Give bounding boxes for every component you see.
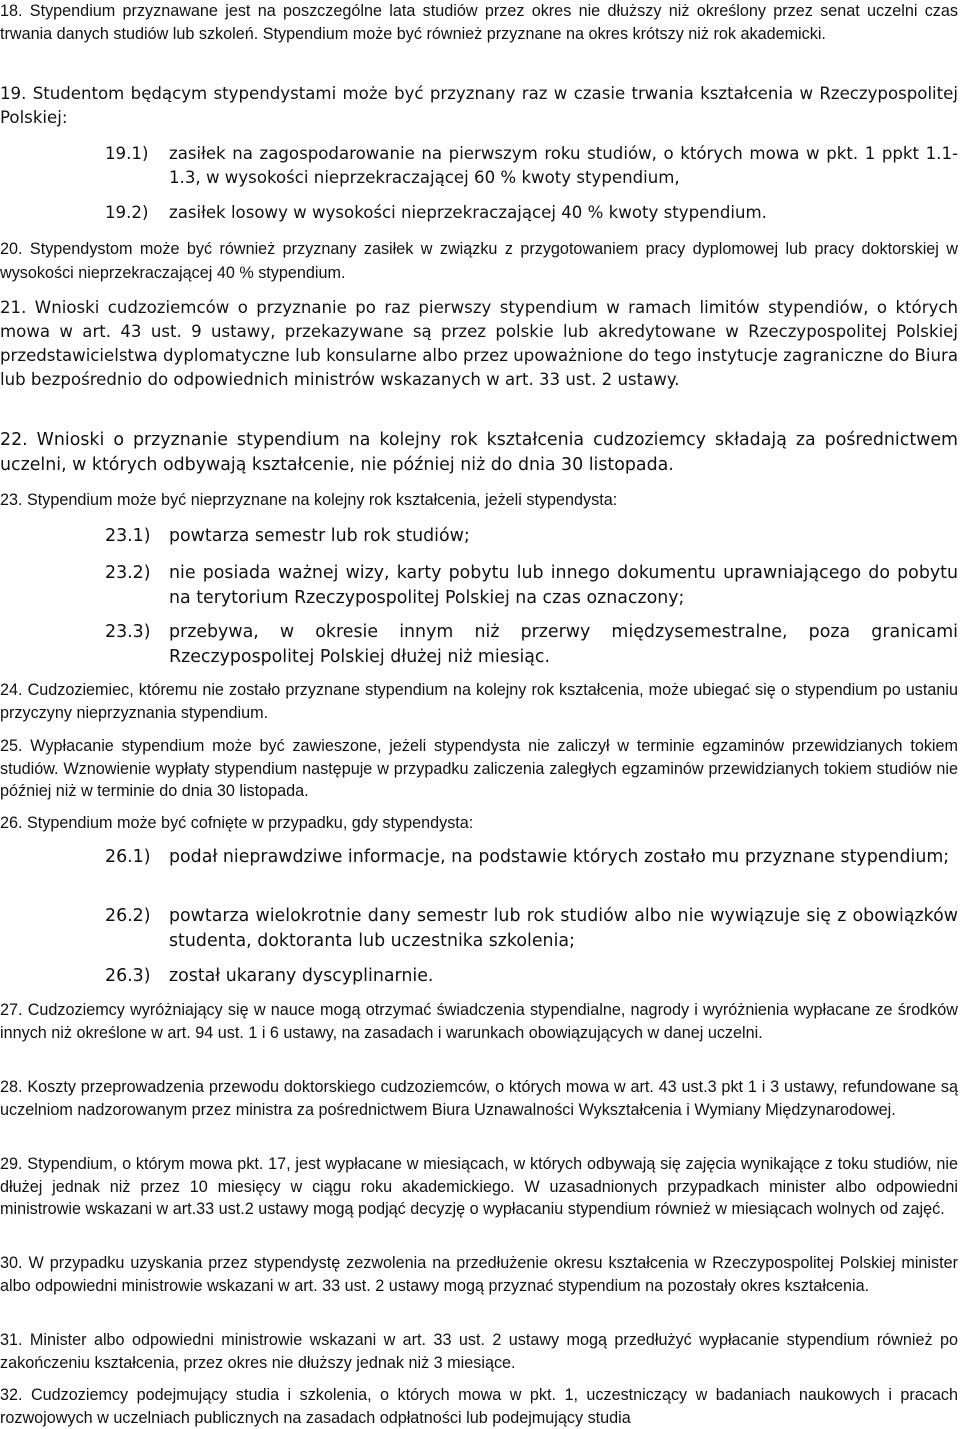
item-text: podał nieprawdziwe informacje, na podstawie których zostało mu przyznane stypendium; [169,847,950,867]
item-26-2 [105,904,958,953]
item-number: 26.1) [105,847,151,867]
item-number: 23.2) [105,563,151,583]
paragraph-26: 26. Stypendium może być cofnięte w przypadku, gdy stypendysta: [0,814,474,832]
paragraph-22: 22. Wnioski o przyznanie stypendium na kolejny rok kształcenia cudzoziemcy składają za pośrednictwem uczelni, w których odbywają kształcenie, nie później niż do dnia 30 listopada. [0,430,958,475]
item-text: powtarza wielokrotnie dany semestr lub rok studiów albo nie wywiązuje się z obowiązków studenta, doktoranta lub uczestnika szkolenia; [169,906,958,951]
item-23-2 [105,561,958,610]
item-19-1 [105,142,958,190]
paragraph-29: 29. Stypendium, o którym mowa pkt. 17, jest wypłacane w miesiącach, w których odbywają się zajęcia wynikające z toku studiów, nie dłużej jednak niż przez 10 miesięcy w ciągu roku akademickiego. W uzasadnionych przypadkach minister albo odpowiedni ministrowie wskazani w art.33 ust.2 ustawy mogą podjąć decyzję o wypłacaniu stypendium również w miesiącach wolnych od zajęć. [0,1155,958,1218]
item-text: zasiłek na zagospodarowanie na pierwszym roku studiów, o których mowa w pkt. 1 ppkt 1.1-1.3, w wysokości nieprzekraczającej 60 % kwoty stypendium, [169,144,958,187]
item-19-2 [105,201,958,225]
paragraph-21: 21. Wnioski cudzoziemców o przyznanie po raz pierwszy stypendium w ramach limitów stypendiów, o których mowa w art. 43 ust. 9 ustawy, przekazywane są przez polskie lub akredytowane w Rzeczypospolitej Polskiej przedstawicielstwa dyplomatyczne lub konsularne albo przez upoważnione do tego instytucje zagraniczne do Biura lub bezpośrednio do odpowiednich ministrów wskazanych w art. 33 ust. 2 ustawy. [0,298,958,389]
item-number: 19.1) [105,144,149,163]
item-number: 26.2) [105,906,151,926]
paragraph-19: 19. Studentom będącym stypendystami może być przyznany raz w czasie trwania kształcenia w Rzeczypospolitej Polskiej: [0,84,958,127]
paragraph-27: 27. Cudzoziemcy wyróżniający się w nauce mogą otrzymać świadczenia stypendialne, nagrody i wyróżnienia wypłacane ze środków innych niż określone w art. 94 ust. 1 i 6 ustawy, na zasadach i warunkach obowiązujących w danej uczelni. [0,1001,958,1042]
item-text: przebywa, w okresie innym niż przerwy międzysemestralne, poza granicami Rzeczypospolitej Polskiej dłużej niż miesiąc. [169,622,958,667]
item-number: 23.1) [105,526,151,546]
paragraph-24: 24. Cudzoziemiec, któremu nie zostało przyznane stypendium na kolejny rok kształcenia, może ubiegać się o stypendium po ustaniu przyczyny nieprzyznania stypendium. [0,681,958,722]
item-text: nie posiada ważnej wizy, karty pobytu lub innego dokumentu uprawniającego do pobytu na terytorium Rzeczypospolitej Polskiej na czas oznaczony; [169,563,958,608]
paragraph-20: 20. Stypendystom może być również przyznany zasiłek w związku z przygotowaniem pracy dyplomowej lub pracy doktorskiej w wysokości nieprzekraczającej 40 % stypendium. [0,240,958,282]
item-23-1 [105,524,958,549]
item-text: został ukarany dyscyplinarnie. [169,966,434,986]
paragraph-32: 32. Cudzoziemcy podejmujący studia i szkolenia, o których mowa w pkt. 1, uczestniczący w badaniach naukowych i pracach rozwojowych w uczelniach publicznych na zasadach odpłatności lub podejmujący studia [0,1386,958,1427]
item-text: zasiłek losowy w wysokości nieprzekraczającej 40 % kwoty stypendium. [169,203,767,222]
paragraph-25: 25. Wypłacanie stypendium może być zawieszone, jeżeli stypendysta nie zaliczył w terminie egzaminów przewidzianych tokiem studiów. Wznowienie wypłaty stypendium następuje w przypadku zaliczenia zaległych egzaminów przewidzianych tokiem studiów nie później niż w terminie do dnia 30 listopada. [0,737,958,800]
item-26-3 [105,964,958,989]
item-text: powtarza semestr lub rok studiów; [169,526,470,546]
paragraph-28: 28. Koszty przeprowadzenia przewodu doktorskiego cudzoziemców, o których mowa w art. 43 ust.3 pkt 1 i 3 ustawy, refundowane są uczelniom nadzorowanym przez ministra za pośrednictwem Biura Uznawalności Wykształcenia i Wymiany Międzynarodowej. [0,1078,958,1119]
paragraph-23: 23. Stypendium może być nieprzyznane na kolejny rok kształcenia, jeżeli stypendysta: [0,491,618,509]
item-number: 19.2) [105,203,149,222]
item-26-1 [105,845,958,870]
item-number: 23.3) [105,622,151,642]
paragraph-31: 31. Minister albo odpowiedni ministrowie wskazani w art. 33 ust. 2 ustawy mogą przedłużyć wypłacanie stypendium również po zakończeniu kształcenia, przez okres nie dłuższy jednak niż 3 miesiące. [0,1331,958,1372]
item-23-3 [105,620,958,669]
paragraph-18: 18. Stypendium przyznawane jest na poszczególne lata studiów przez okres nie dłuższy niż określony przez senat uczelni czas trwania danych studiów lub szkoleń. Stypendium może być również przyznane na okres krótszy niż rok akademicki. [0,2,958,43]
paragraph-30: 30. W przypadku uzyskania przez stypendystę zezwolenia na przedłużenie okresu kształcenia w Rzeczypospolitej Polskiej minister albo odpowiedni ministrowie wskazani w art. 33 ust. 2 ustawy mogą przyznać stypendium na pozostały okres kształcenia. [0,1254,958,1295]
item-number: 26.3) [105,966,151,986]
